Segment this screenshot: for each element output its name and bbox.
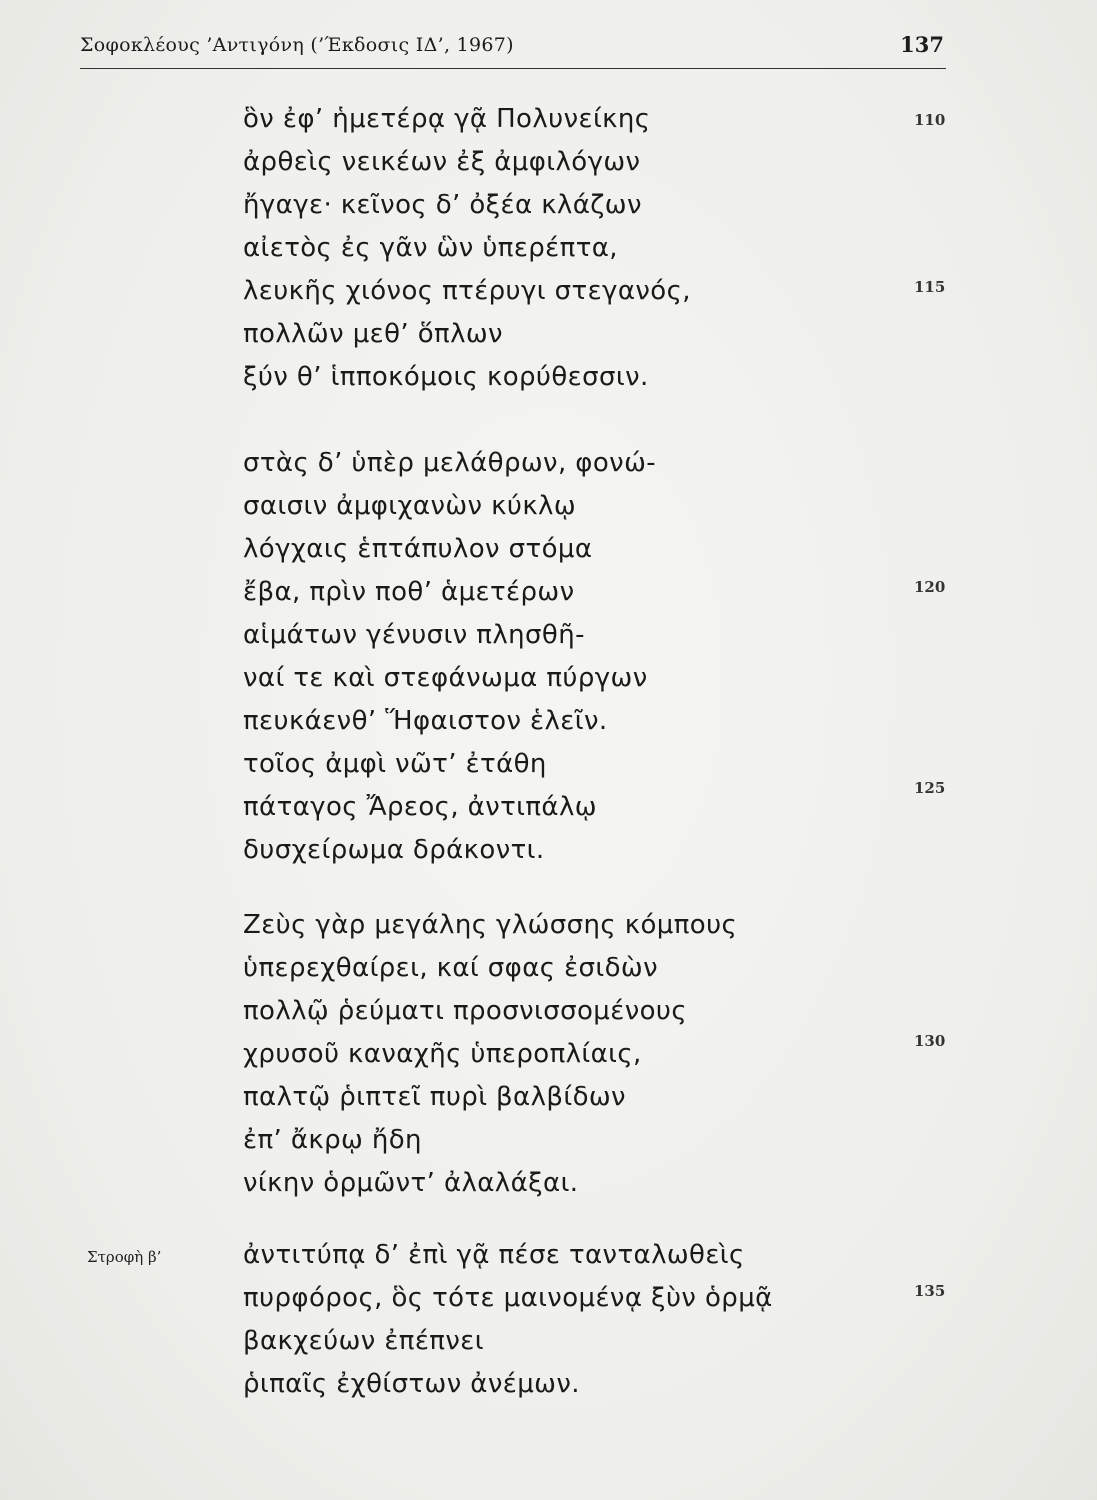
verse-line: ξύν θ’ ἱπποκόμοις κορύθεσσιν.: [243, 362, 649, 392]
verse-line: ὃν ἐφ’ ἡμετέρᾳ γᾷ Πολυνείκης: [243, 104, 651, 134]
line-number: 110: [914, 111, 946, 129]
line-number: 120: [914, 578, 946, 596]
header-title: Σοφοκλέους ’Αντιγόνη (’Έκδοσις ΙΔ’, 1967): [80, 34, 514, 56]
page-number: 137: [900, 32, 944, 57]
verse-line: ὑπερεχθαίρει, καί σφας ἐσιδὼν: [243, 953, 659, 983]
line-number: 135: [914, 1282, 946, 1300]
verse-line: ἤγαγε· κεῖνος δ’ ὀξέα κλάζων: [243, 190, 642, 220]
verse-line: πολλῶν μεθ’ ὅπλων: [243, 319, 503, 349]
verse-line: παλτῷ ῥιπτεῖ πυρὶ βαλβίδων: [243, 1082, 626, 1112]
verse-line: ναί τε καὶ στεφάνωμα πύργων: [243, 663, 648, 693]
verse-line: νίκην ὁρμῶντ’ ἀλαλάξαι.: [243, 1168, 579, 1198]
verse-line: πάταγος Ἄρεος, ἀντιπάλῳ: [243, 792, 597, 822]
verse-line: τοῖος ἀμφὶ νῶτ’ ἐτάθη: [243, 749, 547, 779]
verse-line: αἰετὸς ἐς γᾶν ὣν ὑπερέπτα,: [243, 233, 618, 263]
verse-line: ἔβα, πρὶν ποθ’ ἁμετέρων: [243, 577, 575, 607]
verse-line: πευκάενθ’ Ἥφαιστον ἑλεῖν.: [243, 706, 608, 736]
line-number: 125: [914, 779, 946, 797]
verse-line: ἐπ’ ἄκρῳ ἤδη: [243, 1125, 422, 1155]
verse-line: αἱμάτων γένυσιν πλησθῆ-: [243, 620, 585, 650]
verse-line: ἀρθεὶς νεικέων ἐξ ἀμφιλόγων: [243, 147, 641, 177]
verse-line: ἀντιτύπᾳ δ’ ἐπὶ γᾷ πέσε τανταλωθεὶς: [243, 1240, 745, 1270]
line-number: 115: [914, 278, 946, 296]
verse-line: δυσχείρωμα δράκοντι.: [243, 835, 545, 865]
verse-line: βακχεύων ἐπέπνει: [243, 1326, 484, 1356]
verse-line: ῥιπαῖς ἐχθίστων ἀνέμων.: [243, 1369, 580, 1399]
verse-line: Ζεὺς γὰρ μεγάλης γλώσσης κόμπους: [243, 910, 738, 940]
verse-line: στὰς δ’ ὑπὲρ μελάθρων, φονώ-: [243, 448, 657, 478]
verse-line: πυρφόρος, ὃς τότε μαινομένᾳ ξὺν ὁρμᾷ: [243, 1283, 773, 1313]
line-number: 130: [914, 1032, 946, 1050]
verse-line: λευκῆς χιόνος πτέρυγι στεγανός,: [243, 276, 691, 306]
verse-line: σαισιν ἀμφιχανὼν κύκλῳ: [243, 491, 577, 521]
verse-line: λόγχαις ἑπτάπυλον στόμα: [243, 534, 593, 564]
verse-line: χρυσοῦ καναχῆς ὑπεροπλίαις,: [243, 1039, 642, 1069]
strophe-label: Στροφὴ β’: [87, 1248, 162, 1266]
running-header: [80, 32, 946, 69]
verse-line: πολλῷ ῥεύματι προσνισσομένους: [243, 996, 688, 1026]
